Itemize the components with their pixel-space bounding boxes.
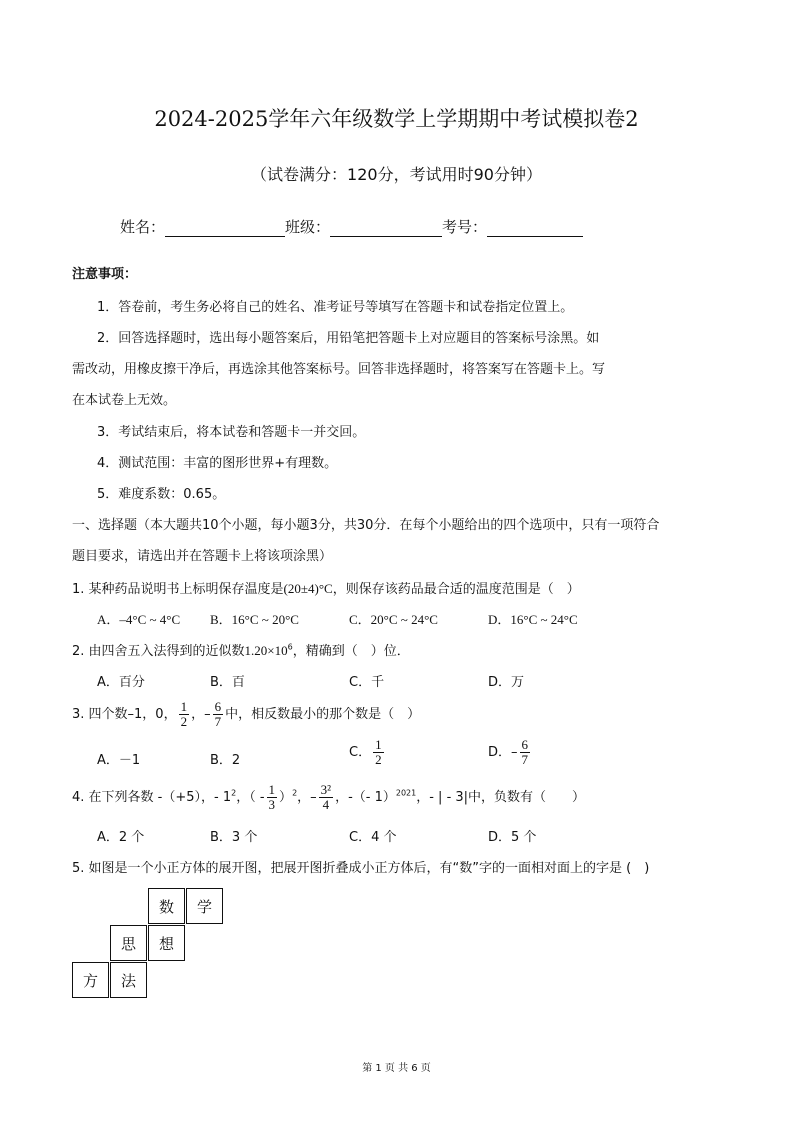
text: ，- | - 3|中，负数有（ ） (416, 790, 586, 805)
fraction (319, 783, 333, 812)
q3-option-b[interactable]: B．2 (210, 753, 241, 768)
q1-option-b[interactable]: B．16°C ~ 20°C (210, 612, 299, 627)
question-4 (72, 783, 585, 812)
q4-option-a[interactable]: A．2 个 (97, 830, 145, 845)
note-item: 5．难度系数：0.65。 (97, 487, 226, 502)
fraction (373, 738, 384, 767)
question-5: 5. 如图是一个小正方体的展开图，把展开图折叠成小正方体后，有“数”字的一面相对面上的字是 ( ) (72, 861, 650, 876)
q1-option-a[interactable]: A．–4°C ~ 4°C (97, 612, 181, 627)
numerator: 1 (180, 699, 188, 714)
net-cell: 方 (72, 962, 109, 998)
exponent: 2 (231, 788, 237, 798)
question-3 (72, 700, 420, 729)
question-2 (72, 640, 410, 659)
denominator: 3 (268, 797, 276, 812)
notes-heading: 注意事项： (72, 267, 138, 282)
exponent: 2 (292, 788, 298, 798)
q2-exponent: 6 (287, 642, 293, 652)
section-heading-cont: 题目要求，请选出并在答题卡上将该项涂黑） (72, 549, 333, 564)
text: ，– (297, 790, 317, 805)
net-cell: 法 (110, 962, 147, 998)
q3-option-a[interactable]: A．－1 (97, 753, 141, 768)
note-item: 3．考试结束后，将本试卷和答题卡一并交回。 (97, 425, 366, 440)
q3-option-d[interactable] (488, 738, 532, 767)
q2-option-b[interactable]: B．百 (210, 675, 245, 690)
exponent: 2021 (395, 788, 417, 798)
numerator: 3² (320, 782, 332, 797)
net-cell: 思 (110, 925, 147, 961)
note-item: 1．答卷前，考生务必将自己的姓名、准考证号等填写在答题卡和试卷指定位置上。 (97, 300, 574, 315)
name-blank (165, 222, 285, 237)
q1-stem-end: ，则保存该药品最合适的温度范围是（ ） (332, 582, 580, 597)
denominator: 2 (375, 752, 382, 767)
page-title: 2024-2025学年六年级数学上学期期中考试模拟卷2 (154, 107, 639, 131)
q1-option-c[interactable]: C．20°C ~ 24°C (349, 612, 438, 627)
q2-option-d[interactable]: D．万 (488, 675, 525, 690)
separator: ，– (191, 707, 211, 722)
q2-option-c[interactable]: C．千 (349, 675, 385, 690)
q4-option-c[interactable]: C．4 个 (349, 830, 397, 845)
option-label: C． (349, 745, 372, 760)
q3-stem: 3. 四个数–1，0， (72, 707, 177, 722)
q4-option-d[interactable]: D．5 个 (488, 830, 537, 845)
q1-math: (20±4)°C (283, 581, 333, 596)
q3-stem-end: 中，相反数最小的那个数是（ ） (225, 707, 421, 722)
id-blank (487, 222, 583, 237)
fraction (267, 783, 278, 812)
denominator: 7 (521, 752, 529, 767)
q2-option-a[interactable]: A．百分 (97, 675, 145, 690)
denominator: 7 (214, 714, 222, 729)
denominator: 4 (322, 797, 330, 812)
text: ，-（- 1） (335, 790, 396, 805)
q3-option-c[interactable] (349, 738, 386, 767)
fraction (213, 700, 224, 729)
text: ） (279, 790, 293, 805)
question-1 (72, 578, 580, 597)
student-info-fields (120, 216, 583, 237)
page-footer: 第 1 页 共 6 页 (362, 1063, 431, 1074)
id-label: 考号： (442, 218, 488, 236)
q2-stem: 2. 由四舍五入法得到的近似数 (72, 644, 245, 659)
numerator: 6 (214, 699, 222, 714)
class-blank (330, 222, 442, 237)
numerator: 1 (268, 782, 276, 797)
section-heading: 一、选择题（本大题共10个小题，每小题3分，共30分．在每个小题给出的四个选项中，只有一项符合 (72, 518, 660, 533)
class-label: 班级： (285, 218, 331, 236)
numerator: 1 (375, 737, 382, 752)
subtitle: （试卷满分：120分，考试用时90分钟） (251, 165, 542, 184)
q1-stem: 1. 某种药品说明书上标明保存温度是 (72, 582, 284, 597)
note-item: 在本试卷上无效。 (72, 393, 177, 408)
fraction (179, 700, 190, 729)
text: ，（ - (236, 790, 265, 805)
denominator: 2 (180, 714, 188, 729)
option-label: D．– (488, 745, 518, 760)
net-cell: 学 (186, 888, 223, 924)
name-label: 姓名： (120, 218, 166, 236)
note-item: 4．测试范围：丰富的图形世界+有理数。 (97, 456, 338, 471)
q2-stem-end: ，精确到（ ）位． (292, 644, 410, 659)
numerator: 6 (521, 737, 529, 752)
q2-math: 1.20×10 (244, 643, 288, 658)
q1-option-d[interactable]: D．16°C ~ 24°C (488, 612, 578, 627)
fraction (520, 738, 531, 767)
note-item: 2．回答选择题时，选出每小题答案后，用铅笔把答题卡上对应题目的答案标号涂黑。如 (97, 331, 600, 346)
q4-option-b[interactable]: B．3 个 (210, 830, 258, 845)
net-cell: 数 (148, 888, 185, 924)
net-cell: 想 (148, 925, 185, 961)
note-item: 需改动，用橡皮擦干净后，再选涂其他答案标号。回答非选择题时，将答案写在答题卡上。写 (72, 362, 606, 377)
q4-stem: 4. 在下列各数 -（+5），- 1 (72, 790, 232, 805)
